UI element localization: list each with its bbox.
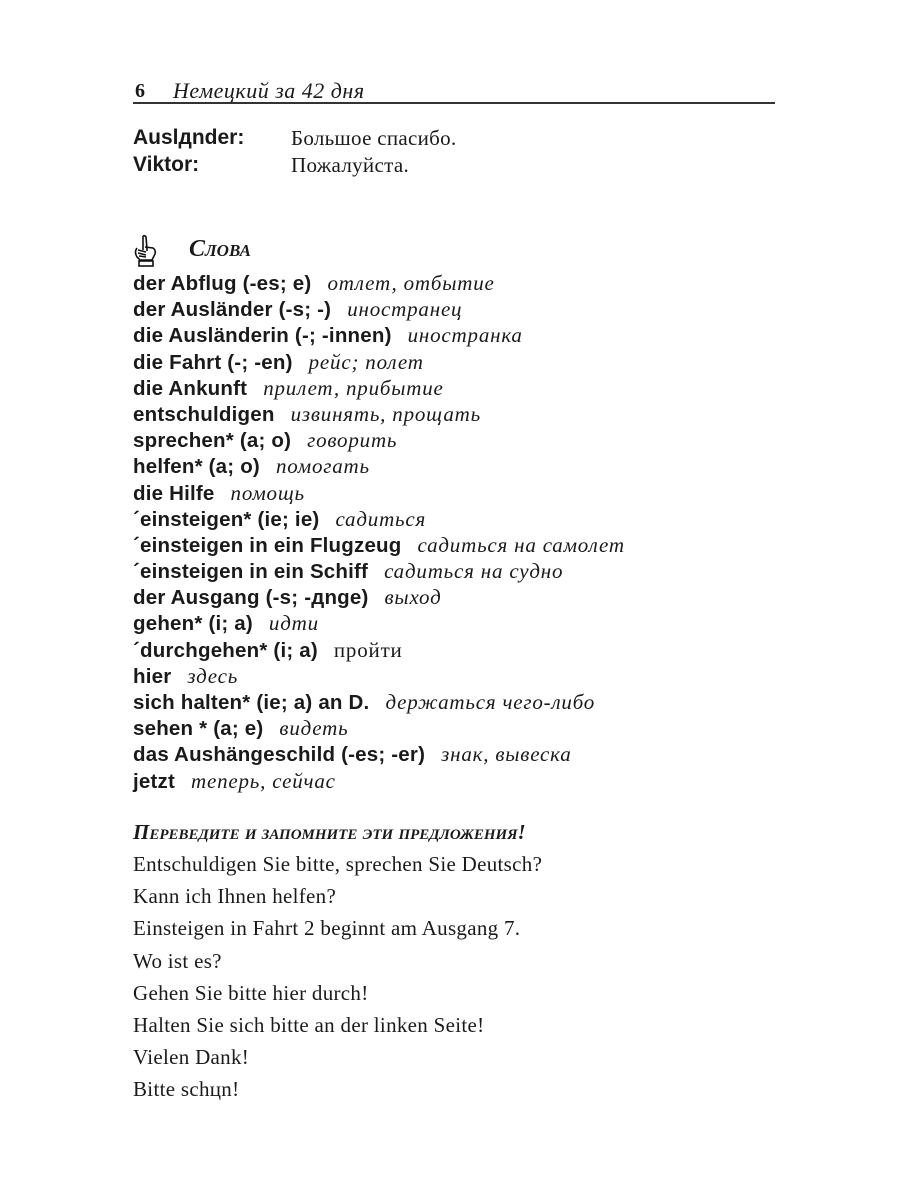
exercise-sentence: Bitte schцn!: [133, 1077, 240, 1102]
exercise-title: Переведите и запомните эти предложения!: [133, 820, 526, 844]
vocab-entry: [133, 507, 625, 533]
vocab-entry: [133, 297, 625, 323]
russian-translation: прилет, прибытие: [263, 375, 444, 400]
section-title: Слова: [189, 236, 251, 262]
russian-translation: иностранец: [347, 297, 463, 322]
german-term: der Abflug (-es; e): [133, 272, 312, 295]
german-term: hier: [133, 664, 172, 688]
german-term: die Ankunft: [133, 376, 248, 400]
german-term: das Aushängeschild (-es; -er): [133, 743, 426, 767]
german-term: ´einsteigen* (ie; ie): [133, 507, 320, 531]
german-term: entschuldigen: [133, 402, 275, 426]
german-term: die Ausländerin (-; -innen): [133, 324, 392, 348]
russian-translation: отлет, отбытие: [327, 271, 495, 295]
speaker: Auslдnder:: [133, 126, 245, 149]
exercise-sentence: Entschuldigen Sie bitte, sprechen Sie Deutsch?: [133, 852, 543, 876]
vocab-entry: [133, 690, 625, 716]
german-term: sich halten* (ie; a) an D.: [133, 691, 370, 714]
russian-translation: садиться на самолет: [417, 532, 625, 557]
russian-translation: пройти: [333, 637, 403, 662]
german-term: der Ausländer (-s; -): [133, 298, 332, 322]
vocab-entry: [133, 454, 625, 480]
german-term: die Fahrt (-; -en): [133, 350, 293, 374]
vocab-entry: [133, 481, 625, 507]
russian-translation: выход: [384, 585, 442, 610]
vocab-entry: [133, 769, 625, 795]
exercise-sentence: Gehen Sie bitte hier durch!: [133, 980, 369, 1005]
vocab-entry: [133, 350, 625, 376]
vocab-entry: [133, 271, 625, 297]
german-term: helfen* (a; o): [133, 455, 260, 479]
german-term: ´durchgehen* (i; a): [133, 638, 318, 662]
sentence-list: [133, 852, 542, 1110]
running-header: [133, 76, 775, 104]
russian-translation: помощь: [230, 480, 305, 505]
vocab-entry: [133, 402, 625, 428]
vocab-entry: [133, 428, 625, 454]
russian-translation: садиться: [335, 506, 427, 531]
book-title: Немецкий за 42 дня: [173, 78, 365, 103]
exercise-sentence: Kann ich Ihnen helfen?: [133, 884, 337, 909]
vocab-entry: [133, 716, 625, 742]
russian-translation: иностранка: [407, 323, 523, 348]
german-term: sehen * (a; e): [133, 717, 264, 741]
vocab-entry: [133, 533, 625, 559]
russian-translation: извинять, прощать: [290, 401, 481, 426]
russian-translation: здесь: [187, 663, 239, 688]
page-number: 6: [135, 80, 145, 102]
russian-translation: видеть: [279, 716, 349, 741]
german-term: jetzt: [133, 769, 175, 793]
vocab-entry: [133, 559, 625, 585]
german-term: sprechen* (a; o): [133, 429, 292, 453]
russian-translation: знак, вывеска: [441, 742, 572, 767]
russian-translation: рейс; полет: [308, 349, 424, 374]
vocab-entry: [133, 376, 625, 402]
russian-translation: говорить: [307, 428, 398, 453]
exercise-sentence: Halten Sie sich bitte an der linken Seite!: [133, 1012, 485, 1037]
german-term: die Hilfe: [133, 481, 215, 505]
vocab-entry: [133, 611, 625, 637]
russian-translation: помогать: [275, 454, 370, 479]
russian-translation: идти: [268, 611, 319, 636]
vocab-entry: [133, 585, 625, 611]
vocab-entry: [133, 638, 625, 664]
dialogue-text: Пожалуйста.: [291, 153, 410, 177]
german-term: ´einsteigen in ein Flugzeug: [133, 533, 402, 557]
russian-translation: теперь, сейчас: [191, 768, 336, 793]
russian-translation: держаться чего-либо: [385, 690, 596, 714]
vocab-entry: [133, 664, 625, 690]
speaker: Viktor:: [133, 153, 200, 176]
german-term: gehen* (i; a): [133, 612, 253, 636]
exercise-sentence: Wo ist es?: [133, 948, 222, 973]
vocab-entry: [133, 323, 625, 349]
exercise-sentence: Einsteigen in Fahrt 2 beginnt am Ausgang 7.: [133, 916, 521, 941]
german-term: ´einsteigen in ein Schiff: [133, 560, 369, 584]
dialogue-text: Большое спасибо.: [291, 126, 457, 150]
vocab-entry: [133, 742, 625, 768]
german-term: der Ausgang (-s; -дnge): [133, 586, 369, 610]
exercise-sentence: Vielen Dank!: [133, 1045, 250, 1070]
vocabulary-list: [133, 271, 625, 795]
russian-translation: садиться на судно: [384, 559, 564, 584]
pointing-hand-icon: [133, 234, 159, 268]
